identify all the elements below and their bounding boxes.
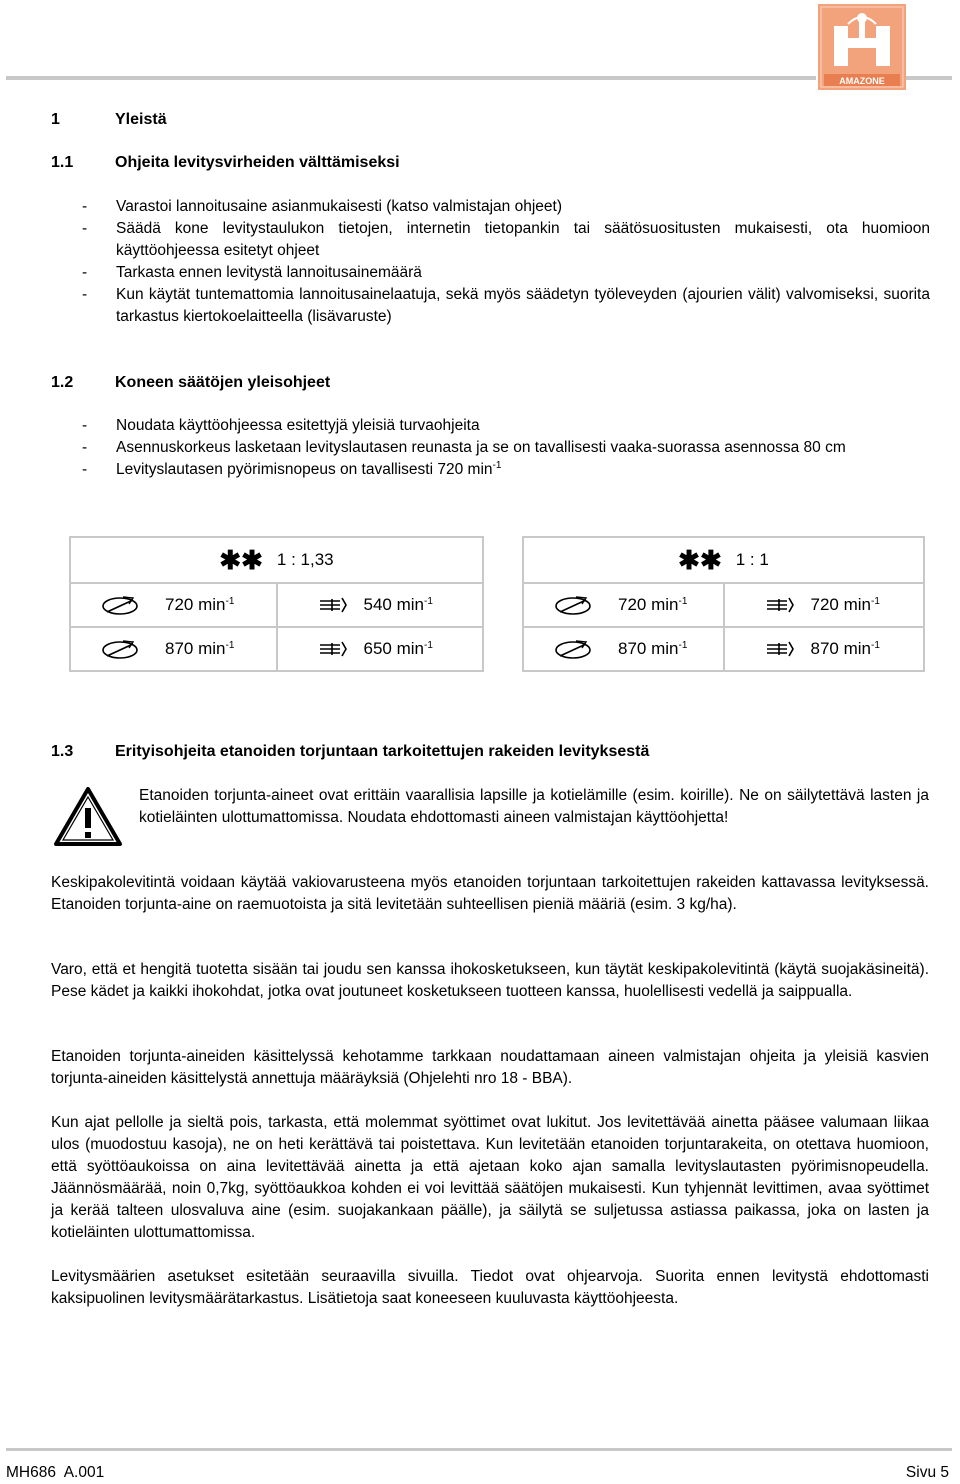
list-item: - Säädä kone levitystaulukon tietojen, internetin tietopankin tai säätösuositusten mukaisesti, ota huomioon käyttöohjeessa esitetyt ohjeet: [82, 220, 930, 259]
section-number: 1.3: [51, 743, 74, 760]
list-item: - Tarkasta ennen levitystä lannoitusainemäärä: [82, 264, 422, 281]
section-number: 1.1: [51, 154, 74, 171]
disc-speed: 870 $\min^{-1}$: [618, 639, 688, 658]
asterisk-icon: ✱✱: [678, 545, 722, 575]
disc-speed: 720 $\min^{-1}$: [618, 595, 688, 614]
ratio-value: 1 : 1: [735, 550, 769, 569]
section-1-1-list: [82, 196, 930, 328]
section-number: 1: [51, 111, 60, 128]
list-item: - Kun käytät tuntemattomia lannoitusainelaatuja, sekä myös säädetyn työleveyden (ajourien välit) valvomiseksi, suorita tarkastus kiertokoelaitteella (lisävaruste): [82, 286, 930, 325]
paragraph: Keskipakolevitintä voidaan käytää vakiovarusteena myös etanoiden torjuntaan tarkoitettujen rakeiden kattavassa levityksessä. Etanoiden torjunta-aine on raemuotoista ja sitä levitetään suhteellisen pieniä määriä (esim. 3 kg/ha).: [51, 874, 929, 913]
paragraph: Kun ajat pellolle ja sieltä pois, tarkasta, että molemmat syöttimet ovat lukitut. Jos levitettävää ainetta pääsee valumaan liikaa ulos (muodostuu kasoja), ne on heti kerättävä tai poistettava. Kun levitetään etanoiden torjuntarakeita, on otettava huomioon, että syöttöaukoissa on aina levitettävää ainetta ja että ajetaan koko ajan samalla levityslautasten pyörimisnopeudella. Jäännösmäärää, noin 0,7kg, syöttöaukkoa kohden ei voi levittää säätöjen mukaisesti. Kun tyhjennät levittimen, avaa syöttimet ja kerää talteen ulosvaluva aine (esim. suojakankaan päälle), ja säilytä se suljetussa astiassa paikassa, joka on lasten ja kotieläinten ulottumattomissa.: [51, 1114, 929, 1241]
warning-text: Etanoiden torjunta-aineet ovat erittäin vaarallisia lapsille ja kotielämille (esim. koirille). Ne on säilytettävä lasten ja kotieläinten ulottumattomissa. Noudata ehdottomasti aineen valmistajan käyttöohjetta!: [139, 787, 929, 826]
paragraph: Etanoiden torjunta-aineiden käsittelyssä kehotamme tarkkaan noudattamaan aineen valmistajan ohjeita ja yleisiä kasvien torjunta-aineiden käsittelystä annettuja määräyksiä (Ohjelehti nro 18 - BBA).: [51, 1048, 929, 1087]
ratio-header: [70, 537, 483, 583]
spreader-disc-icon: [554, 594, 592, 616]
pto-speed: 720 $\min^{-1}$: [810, 595, 880, 614]
section-title: Yleistä: [115, 111, 167, 128]
section-number: 1.2: [51, 374, 74, 391]
spreader-disc-icon: [554, 638, 592, 660]
header-rule: [6, 76, 816, 80]
amazone-logo: [818, 4, 906, 90]
section-title: Ohjeita levitysvirheiden välttämiseksi: [115, 154, 400, 171]
pto-shaft-icon: [318, 640, 350, 658]
section-1-2-list: [82, 415, 930, 481]
header-rule-right: [906, 76, 952, 80]
section-title: Koneen säätöjen yleisohjeet: [115, 374, 331, 391]
ratio-table-2: [522, 536, 925, 672]
list-item: - Levityslautasen pyörimisnopeus on tavallisesti 720 $\min^{-1}$: [82, 460, 502, 478]
pto-shaft-icon: [318, 596, 350, 614]
svg-text:AMAZONE: AMAZONE: [839, 76, 885, 86]
list-item: - Noudata käyttöohjeessa esitettyjä yleisiä turvaohjeita: [82, 417, 480, 434]
pto-speed: 650 $\min^{-1}$: [363, 639, 433, 658]
paragraph: Varo, että et hengitä tuotetta sisään tai joudu sen kanssa ihokosketukseen, kun täytät keskipakolevitintä (käytä suojakäsineitä). Pese kädet ja kaikki ihokohdat, jotka ovat joutuneet kosketukseen tuotteen kanssa, huolellisesti vedellä ja saippualla.: [51, 961, 929, 1000]
list-item: - Asennuskorkeus lasketaan levityslautasen reunasta ja se on tavallisesti vaaka-suorassa asennossa 80 cm: [82, 439, 846, 456]
page-number: Sivu 5: [905, 1464, 949, 1481]
doc-code: MH686 A.001: [6, 1464, 105, 1481]
pto-shaft-icon: [765, 596, 797, 614]
pto-speed: 870 $\min^{-1}$: [810, 639, 880, 658]
spreader-disc-icon: [101, 594, 139, 616]
section-title: Erityisohjeita etanoiden torjuntaan tarkoitettujen rakeiden levityksestä: [115, 743, 650, 760]
disc-speed: 870 $\min^{-1}$: [165, 639, 235, 658]
asterisk-icon: ✱✱: [219, 545, 263, 575]
ratio-value: 1 : 1,33: [276, 550, 334, 569]
disc-speed: 720 $\min^{-1}$: [165, 595, 235, 614]
ratio-header: [523, 537, 924, 583]
ratio-table-1: [69, 536, 484, 672]
list-item: - Varastoi lannoitusaine asianmukaisesti (katso valmistajan ohjeet): [82, 198, 562, 215]
paragraph: Levitysmäärien asetukset esitetään seuraavilla sivuilla. Tiedot ovat ohjearvoja. Suorita ennen levitystä ehdottomasti kaksipuolinen levitysmäärätarkastus. Lisätietoja saat koneeseen kuuluvasta käyttöohjeesta.: [51, 1268, 929, 1307]
warning-icon: [53, 786, 123, 848]
pto-shaft-icon: [765, 640, 797, 658]
footer-rule: [6, 1448, 952, 1451]
spreader-disc-icon: [101, 638, 139, 660]
pto-speed: 540 $\min^{-1}$: [363, 595, 433, 614]
